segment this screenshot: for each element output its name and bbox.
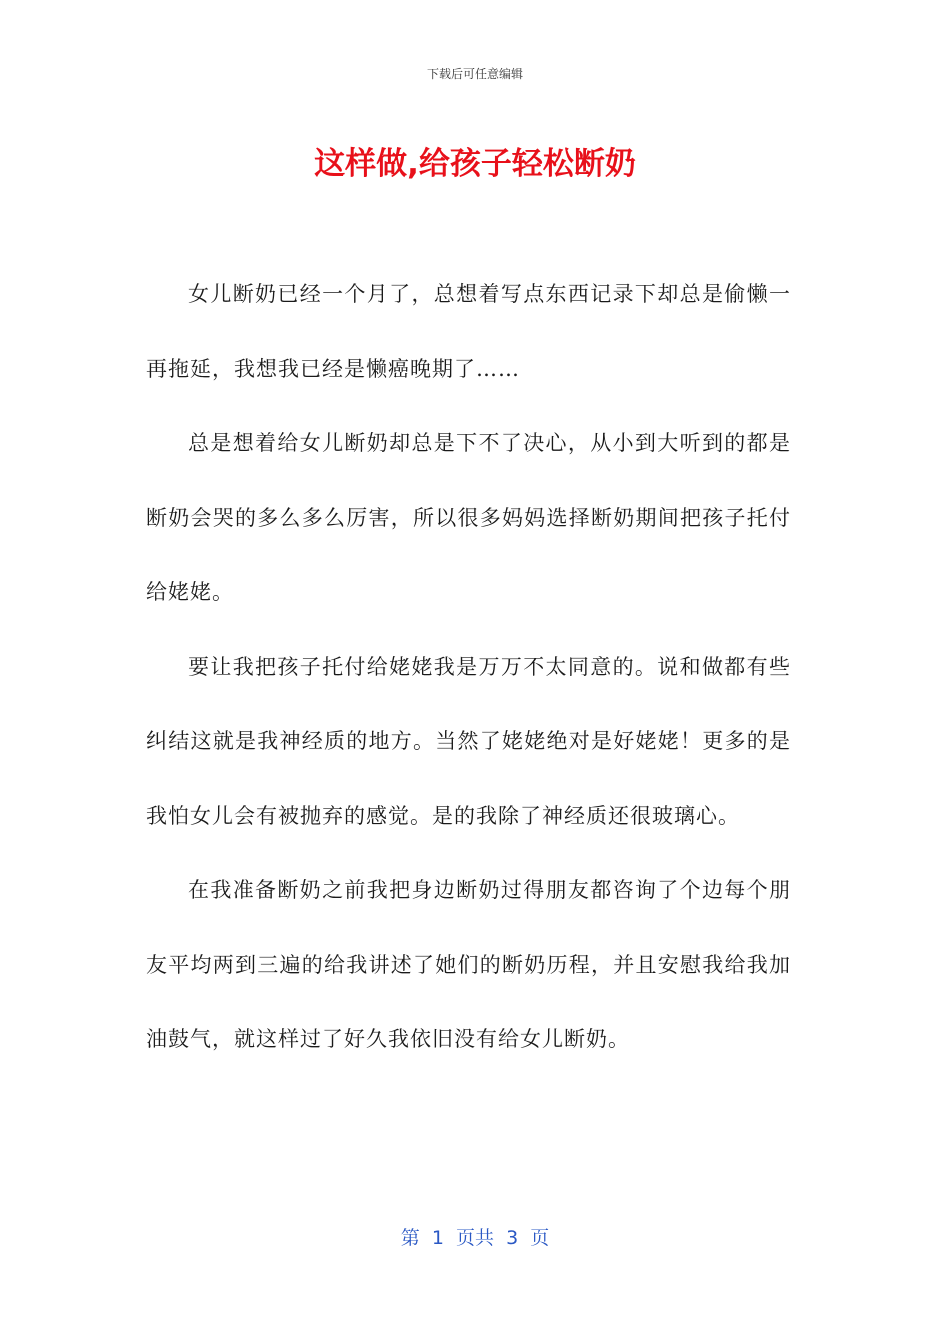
page-number-footer: 第 1 页共 3 页 [400, 1227, 550, 1249]
document-title: 这样做,给孩子轻松断奶 [314, 146, 636, 182]
paragraph-1: 女儿断奶已经一个月了，总想着写点东西记录下却总是偷懒一再拖延，我想我已经是懒癌晚期了…… [146, 282, 791, 381]
document-body [146, 257, 791, 1077]
paragraph-2: 总是想着给女儿断奶却总是下不了决心，从小到大听到的都是断奶会哭的多么多么厉害，所以很多妈妈选择断奶期间把孩子托付给姥姥。 [146, 431, 791, 604]
page-header-note: 下载后可任意编辑 [426, 67, 523, 81]
paragraph-4: 在我准备断奶之前我把身边断奶过得朋友都咨询了个边每个朋友平均两到三遍的给我讲述了她们的断奶历程，并且安慰我给我加油鼓气，就这样过了好久我依旧没有给女儿断奶。 [146, 878, 791, 1051]
paragraph-3: 要让我把孩子托付给姥姥我是万万不太同意的。说和做都有些纠结这就是我神经质的地方。当然了姥姥绝对是好姥姥！更多的是我怕女儿会有被抛弃的感觉。是的我除了神经质还很玻璃心。 [146, 654, 791, 828]
